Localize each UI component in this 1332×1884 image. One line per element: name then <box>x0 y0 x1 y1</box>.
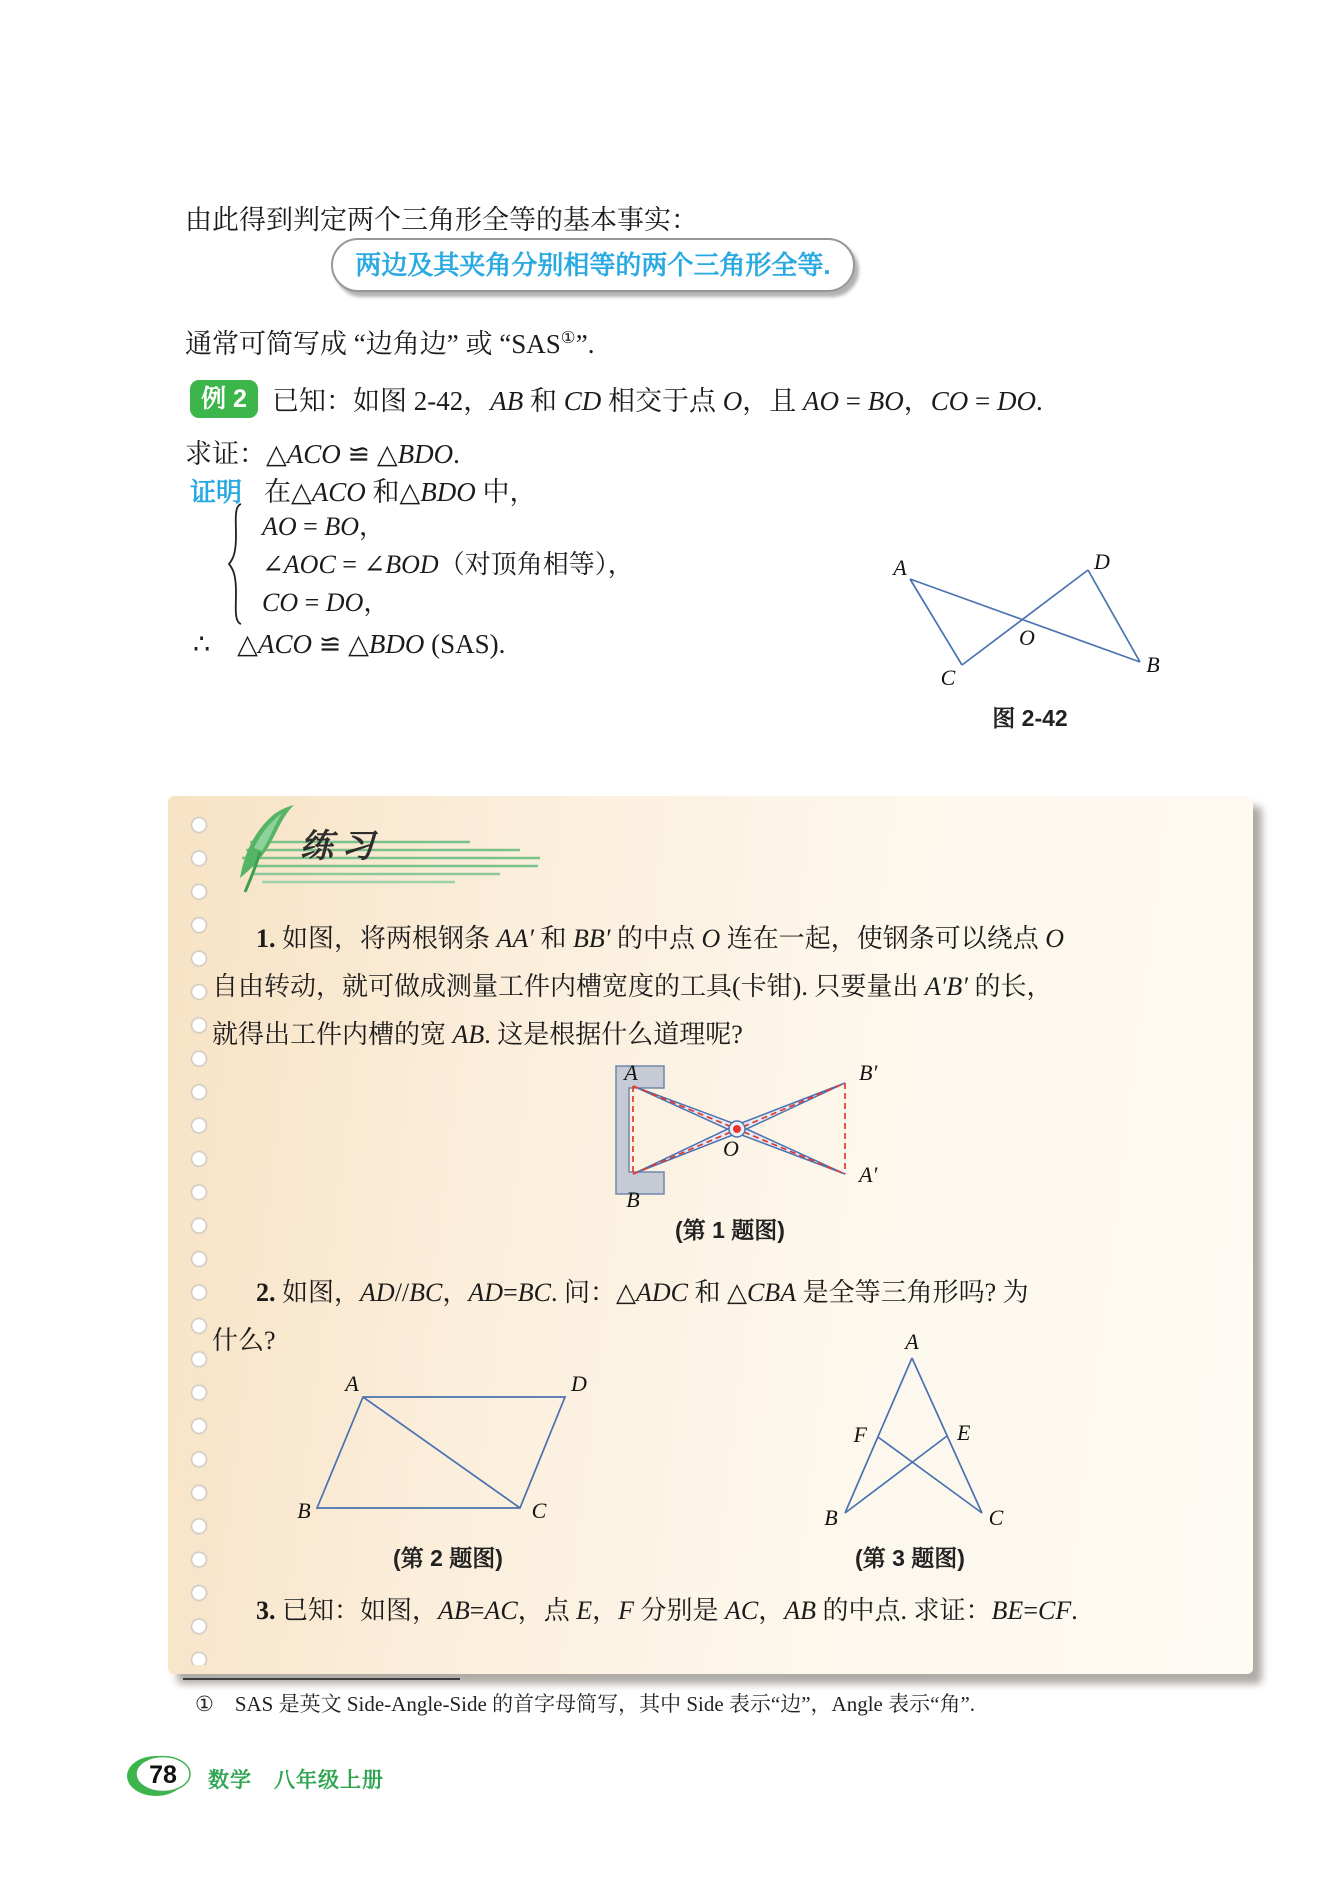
equation-3: CO = DO， <box>262 588 390 617</box>
example-given-text: 已知：如图 2-42，AB 和 CD 相交于点 O，且 AO = BO，CO = DO. <box>272 386 1043 416</box>
vertex-label-c: C <box>531 1498 547 1523</box>
equation-1: AO = BO， <box>262 512 386 541</box>
binder-holes <box>188 809 210 1665</box>
figure-2-42 <box>880 552 1180 687</box>
footnote-text: ① SAS 是英文 Side-Angle-Side 的首字母简写，其中 Side 表示“边”，Angle 表示“角”. <box>195 1692 976 1716</box>
book-label: 数学 八年级上册 <box>208 1768 384 1792</box>
proof-intro-text: 在△ACO 和△BDO 中， <box>264 477 537 507</box>
feather-icon <box>230 804 300 896</box>
vertex-label-f: F <box>853 1422 867 1447</box>
vertex-label-c: C <box>940 665 956 687</box>
problem-1-line-1: 1. 如图，将两根钢条 AA′ 和 BB′ 的中点 O 连在一起，使钢条可以绕点 O <box>256 924 1065 953</box>
vertex-label-a: A <box>893 555 907 580</box>
figure-problem-3-caption: (第 3 题图) <box>855 1545 965 1571</box>
vertex-label-a: A <box>345 1372 359 1396</box>
vertex-label-o: O <box>723 1136 739 1161</box>
intro-paragraph: 由此得到判定两个三角形全等的基本事实： <box>185 205 698 235</box>
vertex-label-o: O <box>1019 625 1035 650</box>
figure-problem-2 <box>288 1372 608 1534</box>
figure-problem-1-caption: (第 1 题图) <box>675 1217 785 1243</box>
figure-2-42-caption: 图 2-42 <box>992 705 1068 731</box>
problem-2-line-2: 什么? <box>212 1326 276 1355</box>
vertex-label-b: B <box>297 1498 311 1523</box>
vertex-label-b: B <box>626 1187 640 1210</box>
system-brace <box>226 502 244 626</box>
example-badge: 例 2 <box>190 380 258 418</box>
page-number-badge <box>126 1752 196 1798</box>
vertex-label-e: E <box>957 1420 971 1445</box>
footnote-divider <box>183 1678 460 1680</box>
practice-title: 练习 <box>300 829 382 865</box>
workpiece-bracket <box>616 1066 664 1194</box>
example-given-line <box>190 379 1043 418</box>
problem-3-line-1: 3. 已知：如图，AB=AC，点 E，F 分别是 AC，AB 的中点. 求证：BE=CF. <box>256 1596 1078 1625</box>
figure-problem-3 <box>795 1332 1025 1534</box>
axiom-text: 两边及其夹角分别相等的两个三角形全等. <box>355 250 831 280</box>
vertex-label-b: B <box>1146 652 1160 677</box>
page-number: 78 <box>149 1761 177 1789</box>
vertex-label-b: B <box>824 1505 838 1530</box>
pivot-dot <box>733 1125 741 1133</box>
figure-problem-2-caption: (第 2 题图) <box>393 1545 503 1571</box>
vertex-label-a: A <box>905 1332 919 1354</box>
vertex-label-b-prime: B′ <box>859 1060 878 1085</box>
conclusion-line: ∴ △ACO ≌ △BDO (SAS). <box>193 629 506 659</box>
vertex-label-a: A <box>624 1060 638 1085</box>
prove-line: 求证：△ACO ≌ △BDO. <box>185 439 460 469</box>
vertex-label-c: C <box>988 1505 1004 1530</box>
proof-label: 证明 <box>190 477 243 507</box>
axiom-box <box>331 238 855 292</box>
vertex-label-a-prime: A′ <box>859 1162 878 1187</box>
problem-1-line-2: 自由转动，就可做成测量工件内槽宽度的工具(卡钳). 只要量出 A′B′ 的长， <box>212 972 1053 1001</box>
equation-2: ∠AOC = ∠BOD（对顶角相等）， <box>262 550 634 579</box>
vertex-label-d: D <box>1094 552 1110 574</box>
figure-problem-1 <box>595 1050 925 1210</box>
problem-1-line-3: 就得出工件内槽的宽 AB. 这是根据什么道理呢? <box>212 1020 743 1049</box>
problem-2-line-1: 2. 如图，AD//BC，AD=BC. 问：△ADC 和 △CBA 是全等三角形吗? 为 <box>256 1278 1029 1307</box>
abbrev-paragraph: 通常可简写成 “边角边” 或 “SAS①”. <box>185 328 595 359</box>
vertex-label-d: D <box>571 1372 587 1396</box>
